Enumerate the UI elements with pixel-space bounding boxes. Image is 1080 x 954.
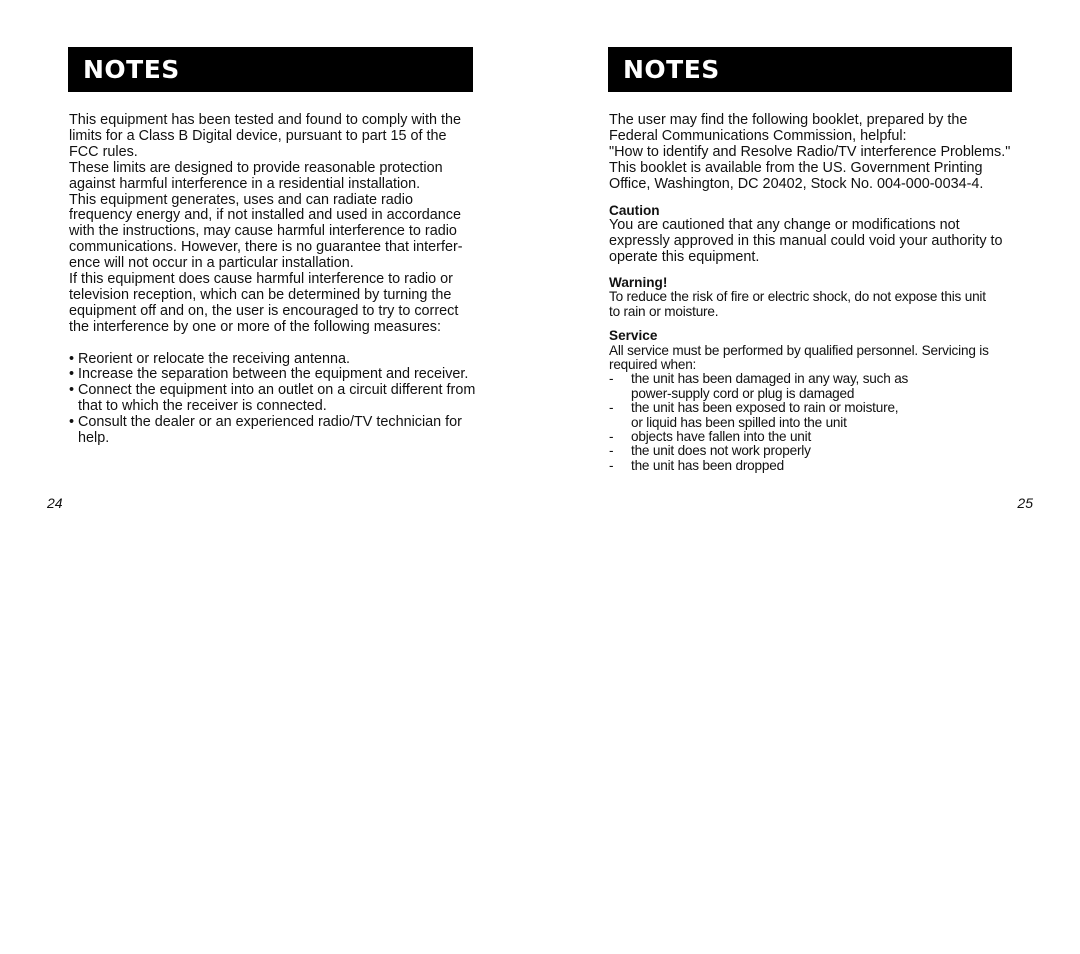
warning-body: To reduce the risk of fire or electric shock, do not expose this unit to rain or moisture.: [609, 289, 986, 319]
dash-icon: -: [609, 400, 614, 416]
list-item-text: the unit does not work properly: [631, 443, 811, 459]
bullet-icon: •: [69, 350, 75, 367]
dash-icon: -: [609, 457, 614, 473]
list-item: [609, 372, 1019, 401]
notes-banner: NOTES: [608, 47, 1012, 92]
dash-icon: -: [609, 443, 614, 459]
list-item-text: the unit has been damaged in any way, such as power-supply cord or plug is damaged: [631, 371, 909, 401]
list-item-text: Connect the equipment into an outlet on a circuit different from that to which the receiver is connected.: [78, 382, 476, 415]
fcc-paragraph: This equipment has been tested and found to comply with the limits for a Class B Digital device, pursuant to part 15 of the FCC rules. These limits are designed to provide reasonable protection against harmful interference in a residential installation. This equipment generates, uses and can radiate radio frequency energy and, if not installed and used in accordance with the instructions, may cause harmful interference to radio communications. However, there is no guarantee that interfer- ence will not occur in a particular installation. If this equipment does cause harmful interference to radio or television reception, which can be determined by turning the equipment off and on, the user is encouraged to try to correct the interference by one or more of the following measures:: [69, 112, 463, 335]
fcc-compliance-text: [69, 113, 479, 447]
left-page: [0, 0, 540, 530]
dash-icon: -: [609, 429, 614, 444]
right-page: [540, 0, 1080, 530]
page-number: 24: [47, 495, 63, 511]
dash-icon: -: [609, 371, 614, 387]
caution-title: Caution: [609, 202, 660, 218]
service-section: [609, 328, 1019, 473]
list-item: [69, 367, 479, 383]
warning-title: Warning!: [609, 274, 668, 290]
notes-banner: NOTES: [68, 47, 473, 92]
warning-section: [609, 275, 1019, 319]
page-number: 25: [1017, 495, 1033, 511]
bullet-icon: •: [69, 366, 75, 383]
list-item: [609, 401, 1019, 430]
list-item: [609, 430, 1019, 444]
list-item: [69, 383, 479, 415]
list-item-text: Reorient or relocate the receiving antenna.: [78, 350, 350, 367]
service-title: Service: [609, 328, 658, 344]
list-item: [69, 415, 479, 447]
list-item-text: objects have fallen into the unit: [631, 429, 812, 444]
list-item-text: the unit has been dropped: [631, 457, 784, 473]
service-body: All service must be performed by qualified personnel. Servicing is required when:: [609, 342, 989, 372]
service-conditions-list: [609, 372, 1019, 473]
list-item-text: the unit has been exposed to rain or moisture, or liquid has been spilled into the unit: [631, 400, 899, 430]
caution-body: You are cautioned that any change or modifications not expressly approved in this manual could void your authority to operate this equipment.: [609, 217, 1003, 265]
list-item: [609, 444, 1019, 458]
bullet-icon: •: [69, 414, 75, 431]
measures-list: [69, 352, 479, 447]
caution-section: [609, 203, 1019, 266]
list-item: [69, 352, 479, 368]
list-item-text: Increase the separation between the equipment and receiver.: [78, 366, 469, 383]
list-item: [609, 459, 1019, 473]
list-item-text: Consult the dealer or an experienced radio/TV technician for help.: [78, 414, 462, 447]
booklet-paragraph: The user may find the following booklet, prepared by the Federal Communications Commission, helpful: "How to identify and Resolve Radio/TV interference Problems." This booklet is available from the US. Government Printing Office, Washington, DC 20402, Stock No. 004-000-0034-4.: [609, 112, 1011, 192]
bullet-icon: •: [69, 382, 75, 399]
notes-content: [609, 113, 1019, 482]
